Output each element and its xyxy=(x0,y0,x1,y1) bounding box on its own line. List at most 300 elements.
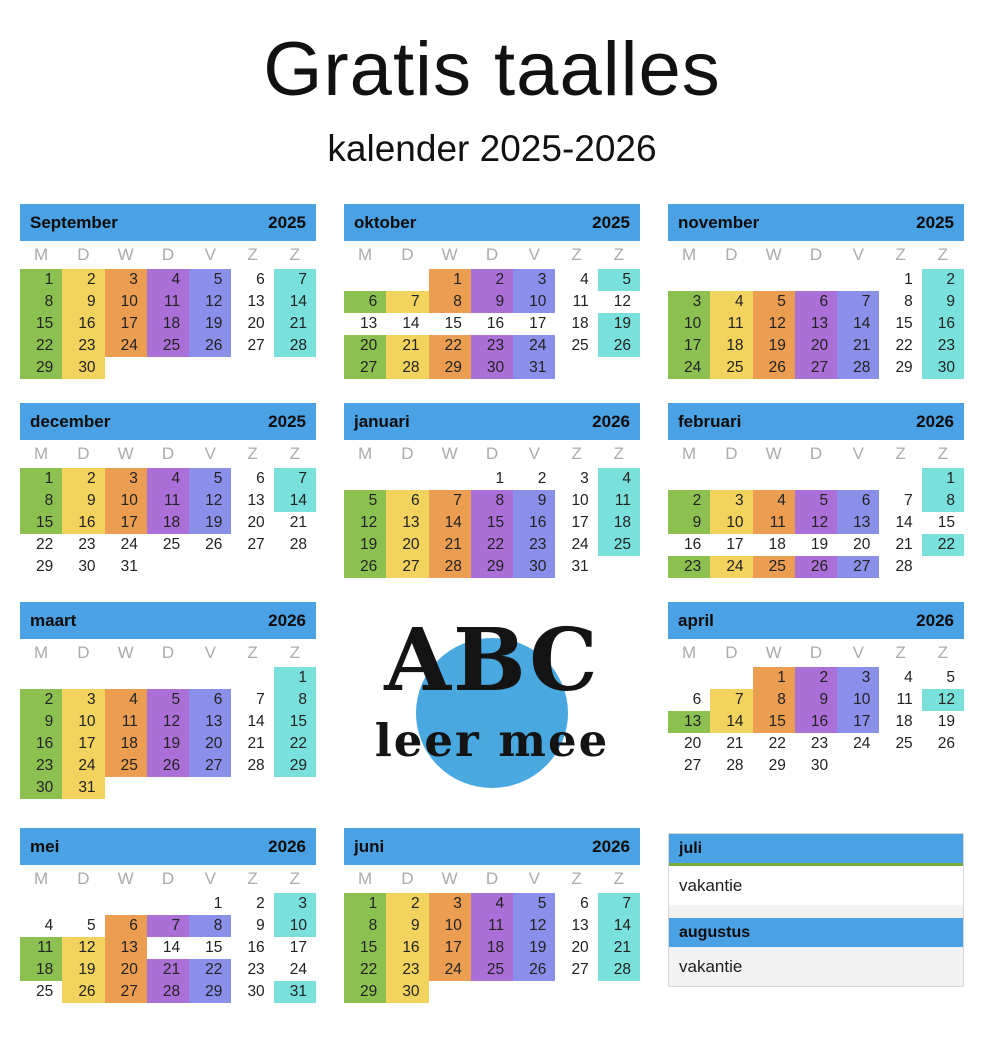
weekday-header: Z xyxy=(937,444,949,464)
day-cell: 21 xyxy=(274,313,316,335)
day-cell: 8 xyxy=(20,291,62,313)
day-cell: 29 xyxy=(20,357,62,379)
day-cell: 23 xyxy=(20,755,62,777)
day-cell: 25 xyxy=(162,536,181,554)
empty-cell xyxy=(753,269,795,291)
day-cell: 17 xyxy=(105,512,147,534)
empty-cell xyxy=(555,981,597,1003)
week-row xyxy=(20,291,316,313)
day-cell: 9 xyxy=(513,490,555,512)
weekday-header: Z xyxy=(937,245,949,265)
day-cell: 18 xyxy=(147,512,189,534)
weekday-header: Z xyxy=(613,869,625,889)
month-header xyxy=(20,204,316,241)
day-cell: 29 xyxy=(768,757,786,775)
empty-cell xyxy=(879,468,921,490)
day-cell: 21 xyxy=(837,335,879,357)
day-cell: 27 xyxy=(247,536,265,554)
day-cell: 19 xyxy=(189,313,231,335)
week-row xyxy=(344,490,640,512)
day-cell: 15 xyxy=(471,512,513,534)
month-name: September xyxy=(30,212,118,232)
weekday-header: M xyxy=(682,444,697,464)
day-cell: 6 xyxy=(189,689,231,711)
week-row xyxy=(668,357,964,379)
week-row xyxy=(344,313,640,335)
week-row xyxy=(344,959,640,981)
day-cell: 5 xyxy=(513,893,555,915)
day-cell: 14 xyxy=(837,313,879,335)
day-cell: 16 xyxy=(684,536,702,554)
day-cell: 3 xyxy=(513,269,555,291)
abc-leer-mee-logo xyxy=(344,602,640,802)
month-name: november xyxy=(678,212,760,232)
week-row xyxy=(344,534,640,556)
day-cell: 14 xyxy=(710,711,752,733)
month-name: december xyxy=(30,411,111,431)
day-cell: 27 xyxy=(344,357,386,379)
empty-cell xyxy=(20,893,62,915)
weekday-header: D xyxy=(77,444,90,464)
weekday-header: V xyxy=(852,643,864,663)
month-maart xyxy=(20,602,316,799)
day-cell: 5 xyxy=(598,269,640,291)
week-row xyxy=(20,981,316,1003)
weekday-header: V xyxy=(204,643,216,663)
week-row xyxy=(20,490,316,512)
day-cell: 14 xyxy=(895,514,913,532)
day-cell: 5 xyxy=(795,490,837,512)
empty-cell xyxy=(344,468,386,490)
empty-cell xyxy=(710,269,752,291)
day-cell: 9 xyxy=(62,291,104,313)
day-cell: 25 xyxy=(710,357,752,379)
day-cell: 27 xyxy=(386,556,428,578)
week-row xyxy=(20,689,316,711)
day-cell: 17 xyxy=(726,536,744,554)
month-november xyxy=(668,204,964,379)
weekday-header: Z xyxy=(247,869,258,889)
day-cell: 14 xyxy=(274,490,316,512)
day-cell: 3 xyxy=(580,470,589,488)
vacation-note-juli: vakantie xyxy=(669,866,963,905)
day-cell: 14 xyxy=(598,915,640,937)
day-cell: 17 xyxy=(62,733,104,755)
empty-cell xyxy=(105,357,147,379)
day-cell: 27 xyxy=(795,357,837,379)
day-cell: 5 xyxy=(753,291,795,313)
day-cell: 15 xyxy=(444,315,462,333)
day-cell: 4 xyxy=(44,917,54,935)
day-cell: 10 xyxy=(274,915,316,937)
weekday-header: W xyxy=(441,245,458,265)
weekday-header: M xyxy=(34,444,49,464)
day-cell: 10 xyxy=(513,291,555,313)
day-cell: 29 xyxy=(471,556,513,578)
month-year: 2025 xyxy=(592,212,630,232)
day-cell: 17 xyxy=(289,939,307,957)
day-cell: 21 xyxy=(726,735,744,753)
month-table xyxy=(20,440,316,578)
month-december xyxy=(20,403,316,578)
empty-cell xyxy=(231,777,273,799)
day-cell: 22 xyxy=(922,534,964,556)
day-cell: 22 xyxy=(768,735,786,753)
week-row xyxy=(20,534,316,556)
week-row xyxy=(344,335,640,357)
day-cell: 2 xyxy=(795,667,837,689)
day-cell: 1 xyxy=(20,468,62,490)
day-cell: 13 xyxy=(571,917,589,935)
day-cell: 11 xyxy=(572,293,589,311)
weekday-header: Z xyxy=(571,869,582,889)
month-mei xyxy=(20,828,316,1003)
day-cell: 17 xyxy=(429,937,471,959)
weekday-header: Z xyxy=(937,643,949,663)
day-cell: 28 xyxy=(837,357,879,379)
day-cell: 4 xyxy=(105,689,147,711)
empty-cell xyxy=(386,269,428,291)
day-cell: 28 xyxy=(147,981,189,1003)
day-cell: 5 xyxy=(147,689,189,711)
empty-cell xyxy=(147,667,189,689)
empty-cell xyxy=(189,667,231,689)
day-cell: 30 xyxy=(922,357,964,379)
day-cell: 2 xyxy=(471,269,513,291)
empty-cell xyxy=(598,556,640,578)
day-cell: 24 xyxy=(571,536,589,554)
day-cell: 3 xyxy=(710,490,752,512)
weekday-header: D xyxy=(401,444,414,464)
month-name: mei xyxy=(30,836,60,856)
month-year: 2026 xyxy=(592,411,630,431)
weekday-header: D xyxy=(725,643,738,663)
day-cell: 19 xyxy=(598,313,640,335)
month-header-augustus xyxy=(669,918,963,947)
day-cell: 24 xyxy=(289,961,307,979)
empty-cell xyxy=(147,777,189,799)
empty-cell xyxy=(668,667,710,689)
day-cell: 9 xyxy=(386,915,428,937)
day-cell: 29 xyxy=(36,558,54,576)
month-name: april xyxy=(678,610,714,630)
day-cell: 31 xyxy=(513,357,555,379)
empty-cell xyxy=(62,667,104,689)
month-table xyxy=(20,865,316,1003)
week-row xyxy=(668,335,964,357)
month-table xyxy=(344,440,640,578)
day-cell: 4 xyxy=(580,271,589,289)
empty-cell xyxy=(795,269,837,291)
month-header xyxy=(344,403,640,440)
weekday-header: V xyxy=(204,869,216,889)
week-row xyxy=(20,915,316,937)
month-year: 2026 xyxy=(592,836,630,856)
weekday-header: M xyxy=(34,869,49,889)
day-cell: 13 xyxy=(247,293,265,311)
day-cell: 15 xyxy=(274,711,316,733)
day-cell: 23 xyxy=(78,536,96,554)
day-cell: 23 xyxy=(471,335,513,357)
day-cell: 13 xyxy=(386,512,428,534)
empty-cell xyxy=(598,981,640,1003)
weekday-header: W xyxy=(117,869,134,889)
day-cell: 3 xyxy=(429,893,471,915)
day-cell: 18 xyxy=(710,335,752,357)
day-cell: 20 xyxy=(795,335,837,357)
empty-cell xyxy=(147,893,189,915)
weekday-header: V xyxy=(204,245,216,265)
day-cell: 6 xyxy=(837,490,879,512)
month-table xyxy=(668,440,964,578)
day-cell: 21 xyxy=(895,536,913,554)
day-cell: 6 xyxy=(256,271,265,289)
day-cell: 15 xyxy=(344,937,386,959)
month-header-juli xyxy=(669,834,963,866)
day-cell: 22 xyxy=(471,534,513,556)
day-cell: 7 xyxy=(386,291,428,313)
day-cell: 4 xyxy=(147,468,189,490)
day-cell: 16 xyxy=(62,512,104,534)
weekday-header: Z xyxy=(895,444,906,464)
day-cell: 7 xyxy=(256,691,265,709)
day-cell: 18 xyxy=(571,315,589,333)
day-cell: 18 xyxy=(895,713,913,731)
day-cell: 12 xyxy=(147,711,189,733)
day-cell: 11 xyxy=(147,490,189,512)
week-row xyxy=(344,937,640,959)
day-cell: 30 xyxy=(247,983,265,1001)
day-cell: 2 xyxy=(922,269,964,291)
day-cell: 27 xyxy=(684,757,702,775)
day-cell: 4 xyxy=(598,468,640,490)
day-cell: 4 xyxy=(753,490,795,512)
weekday-header: D xyxy=(485,245,499,265)
weekday-header: D xyxy=(161,869,175,889)
vacation-panel xyxy=(668,833,964,987)
day-cell: 1 xyxy=(213,895,223,913)
day-cell: 17 xyxy=(571,514,589,532)
weekday-header: D xyxy=(77,245,90,265)
day-cell: 21 xyxy=(147,959,189,981)
empty-cell xyxy=(147,556,189,578)
day-cell: 21 xyxy=(247,735,265,753)
day-cell: 16 xyxy=(386,937,428,959)
week-row xyxy=(344,357,640,379)
day-cell: 19 xyxy=(937,713,955,731)
weekday-header: Z xyxy=(613,245,625,265)
day-cell: 24 xyxy=(105,335,147,357)
day-cell: 16 xyxy=(247,939,265,957)
weekday-header: D xyxy=(161,245,175,265)
day-cell: 30 xyxy=(810,757,829,775)
day-cell: 26 xyxy=(205,536,223,554)
weekday-header: D xyxy=(485,869,499,889)
weekday-header: M xyxy=(358,869,373,889)
day-cell: 12 xyxy=(922,689,964,711)
day-cell: 26 xyxy=(513,959,555,981)
day-cell: 20 xyxy=(105,959,147,981)
day-cell: 11 xyxy=(598,490,640,512)
day-cell: 22 xyxy=(189,959,231,981)
day-cell: 27 xyxy=(189,755,231,777)
day-cell: 23 xyxy=(668,556,710,578)
month-header xyxy=(668,403,964,440)
day-cell: 22 xyxy=(20,335,62,357)
day-cell: 10 xyxy=(710,512,752,534)
month-name: oktober xyxy=(354,212,417,232)
day-cell: 13 xyxy=(189,711,231,733)
week-row xyxy=(344,512,640,534)
day-cell: 14 xyxy=(402,315,420,333)
day-cell: 20 xyxy=(386,534,428,556)
week-row xyxy=(20,468,316,490)
day-cell: 18 xyxy=(598,512,640,534)
weekday-header: Z xyxy=(613,444,625,464)
day-cell: 22 xyxy=(274,733,316,755)
month-year: 2026 xyxy=(268,836,306,856)
day-cell: 2 xyxy=(386,893,428,915)
weekday-header: D xyxy=(809,643,823,663)
weekday-header: V xyxy=(528,444,540,464)
day-cell: 16 xyxy=(20,733,62,755)
weekday-header: D xyxy=(809,444,823,464)
day-cell: 9 xyxy=(256,917,265,935)
day-cell: 25 xyxy=(147,335,189,357)
logo-text-abc: ABC xyxy=(384,610,600,712)
day-cell: 2 xyxy=(62,269,104,291)
day-cell: 31 xyxy=(120,558,138,576)
day-cell: 23 xyxy=(386,959,428,981)
empty-cell xyxy=(471,981,513,1003)
empty-cell xyxy=(231,357,273,379)
day-cell: 24 xyxy=(429,959,471,981)
day-cell: 19 xyxy=(189,512,231,534)
day-cell: 23 xyxy=(922,335,964,357)
day-cell: 8 xyxy=(20,490,62,512)
weekday-header: W xyxy=(765,444,782,464)
day-cell: 12 xyxy=(344,512,386,534)
day-cell: 30 xyxy=(513,556,555,578)
empty-cell xyxy=(710,667,752,689)
day-cell: 17 xyxy=(105,313,147,335)
day-cell: 28 xyxy=(289,536,307,554)
day-cell: 11 xyxy=(20,937,62,959)
day-cell: 29 xyxy=(429,357,471,379)
month-year: 2026 xyxy=(268,610,306,630)
empty-cell xyxy=(105,777,147,799)
month-header xyxy=(344,828,640,865)
day-cell: 30 xyxy=(78,558,96,576)
day-cell: 1 xyxy=(495,470,505,488)
day-cell: 23 xyxy=(247,961,265,979)
month-header xyxy=(344,204,640,241)
empty-cell xyxy=(20,667,62,689)
empty-cell xyxy=(231,556,273,578)
day-cell: 30 xyxy=(386,981,428,1003)
week-row xyxy=(668,755,964,777)
weekday-header: W xyxy=(117,245,134,265)
month-table xyxy=(344,865,640,1003)
week-row xyxy=(20,959,316,981)
day-cell: 7 xyxy=(904,492,913,510)
day-cell: 26 xyxy=(598,335,640,357)
empty-cell xyxy=(513,981,555,1003)
month-name: maart xyxy=(30,610,77,630)
day-cell: 27 xyxy=(571,961,589,979)
day-cell: 21 xyxy=(429,534,471,556)
empty-cell xyxy=(386,468,428,490)
day-cell: 27 xyxy=(247,337,265,355)
day-cell: 2 xyxy=(62,468,104,490)
logo-text-leer-mee: leer mee xyxy=(374,714,610,768)
day-cell: 15 xyxy=(20,313,62,335)
week-row xyxy=(668,291,964,313)
day-cell: 24 xyxy=(710,556,752,578)
empty-cell xyxy=(429,468,471,490)
day-cell: 28 xyxy=(386,357,428,379)
empty-cell xyxy=(274,777,316,799)
empty-cell xyxy=(147,357,189,379)
day-cell: 18 xyxy=(105,733,147,755)
weekday-header: W xyxy=(441,869,458,889)
day-cell: 13 xyxy=(837,512,879,534)
day-cell: 19 xyxy=(344,534,386,556)
day-cell: 20 xyxy=(684,735,702,753)
week-row xyxy=(20,556,316,578)
day-cell: 11 xyxy=(105,711,147,733)
day-cell: 9 xyxy=(62,490,104,512)
empty-cell xyxy=(189,777,231,799)
week-row xyxy=(20,357,316,379)
day-cell: 19 xyxy=(753,335,795,357)
month-year: 2026 xyxy=(916,610,954,630)
month-header xyxy=(20,602,316,639)
day-cell: 15 xyxy=(895,315,913,333)
week-row xyxy=(668,556,964,578)
day-cell: 20 xyxy=(247,514,265,532)
empty-cell xyxy=(668,269,710,291)
day-cell: 4 xyxy=(471,893,513,915)
weekday-header: M xyxy=(34,643,49,663)
day-cell: 8 xyxy=(922,490,964,512)
month-januari xyxy=(344,403,640,578)
month-name: juni xyxy=(354,836,385,856)
day-cell: 5 xyxy=(189,269,231,291)
day-cell: 6 xyxy=(795,291,837,313)
day-cell: 22 xyxy=(429,335,471,357)
weekday-header: Z xyxy=(247,643,258,663)
month-name: januari xyxy=(354,411,410,431)
weekday-header: D xyxy=(161,444,175,464)
day-cell: 21 xyxy=(598,937,640,959)
month-year: 2025 xyxy=(268,212,306,232)
day-cell: 28 xyxy=(598,959,640,981)
day-cell: 2 xyxy=(20,689,62,711)
day-cell: 7 xyxy=(274,468,316,490)
day-cell: 1 xyxy=(20,269,62,291)
day-cell: 25 xyxy=(895,735,913,753)
day-cell: 3 xyxy=(274,893,316,915)
day-cell: 24 xyxy=(62,755,104,777)
day-cell: 25 xyxy=(471,959,513,981)
day-cell: 7 xyxy=(429,490,471,512)
day-cell: 11 xyxy=(896,691,913,709)
weekday-header: D xyxy=(77,643,90,663)
weekday-header: Z xyxy=(571,444,582,464)
day-cell: 25 xyxy=(753,556,795,578)
day-cell: 18 xyxy=(768,536,786,554)
